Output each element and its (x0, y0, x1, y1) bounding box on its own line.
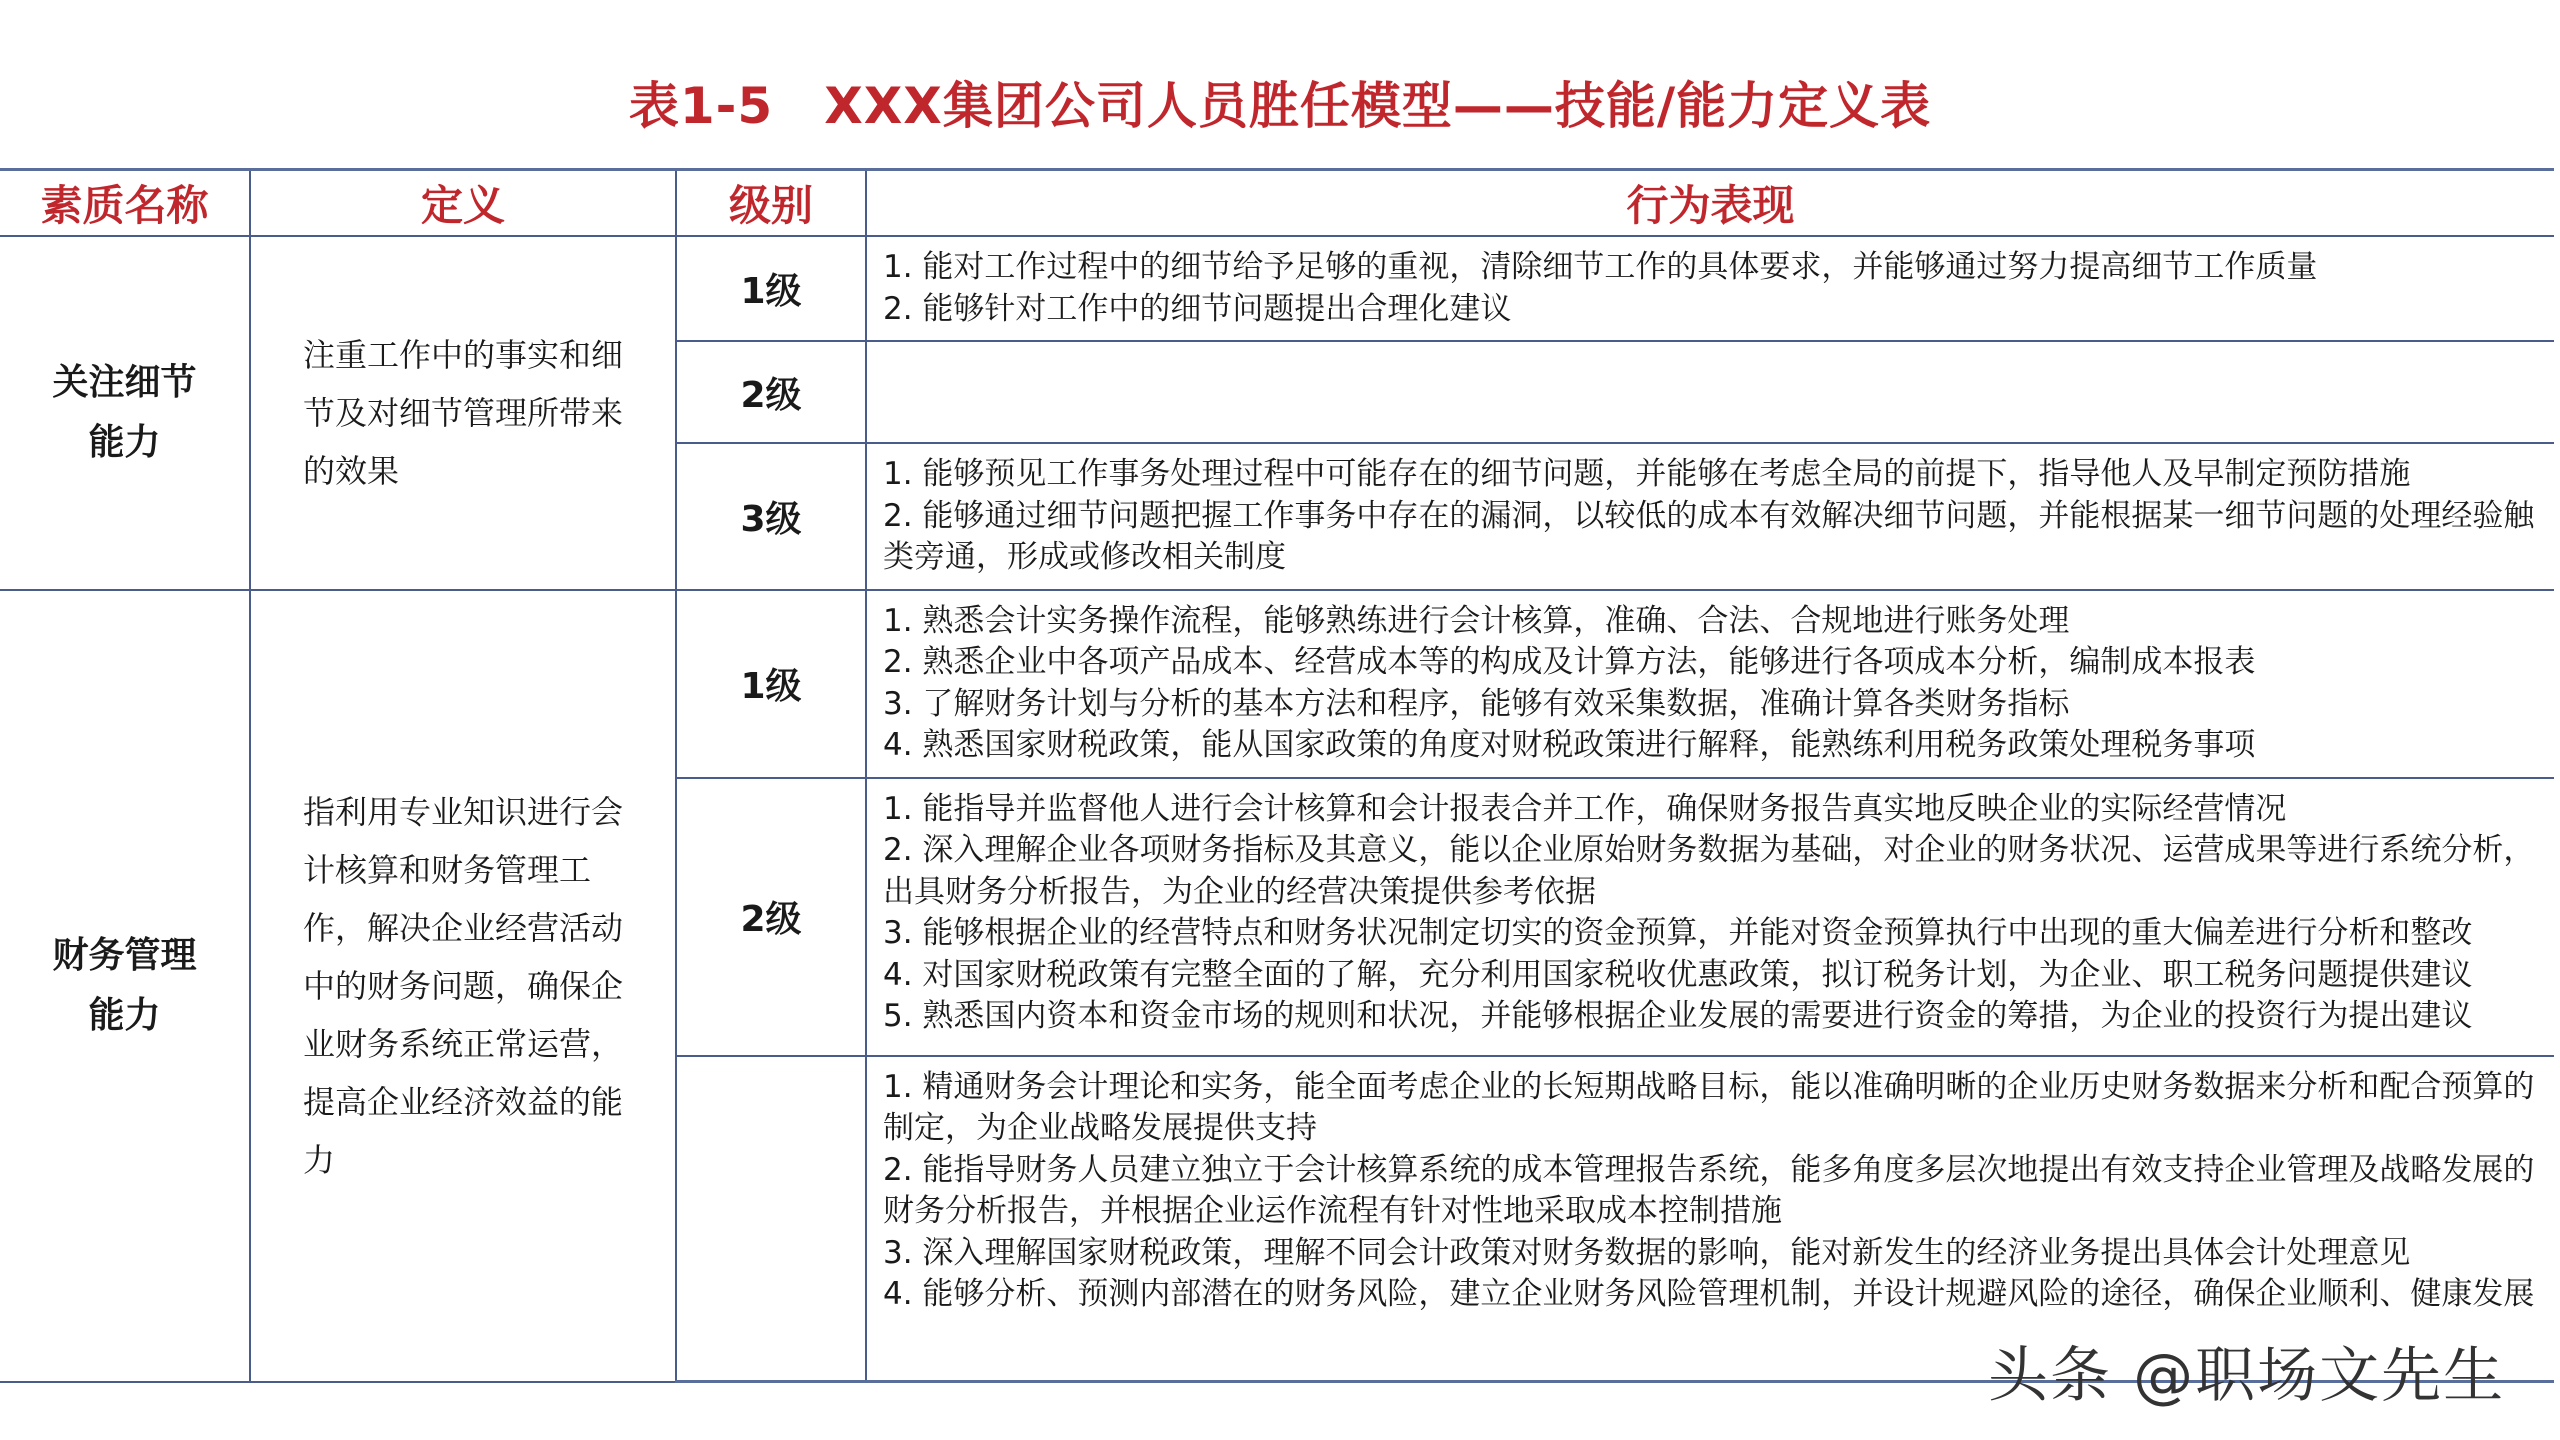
behavior-item: 1. 能指导并监督他人进行会计核算和会计报表合并工作，确保财务报告真实地反映企业的实际经营情况 (883, 790, 2287, 827)
behavior-item: 5. 熟悉国内资本和资金市场的规则和状况，并能够根据企业发展的需要进行资金的筹措，为企业的投资行为提出建议 (883, 998, 2473, 1034)
behavior-item: 3. 深入理解国家财税政策，理解不同会计政策对财务数据的影响，能对新发生的经济业务提出具体会计处理意见 (883, 1234, 2411, 1271)
competency-name (0, 590, 250, 1382)
competency-definition: 注重工作中的事实和细节及对细节管理所带来的效果 (250, 236, 676, 590)
behavior-cell (866, 590, 2554, 778)
behavior-item: 4. 能够分析、预测内部潜在的财务风险，建立企业财务风险管理机制，并设计规避风险的途径，确保企业顺利、健康发展 (883, 1276, 2535, 1312)
behavior-cell (866, 778, 2554, 1056)
table-header-row (0, 170, 2554, 237)
behavior-cell (866, 236, 2554, 341)
level-label (676, 1056, 866, 1382)
behavior-cell (866, 341, 2554, 443)
behavior-item: 1. 熟悉会计实务操作流程，能够熟练进行会计核算，准确、合法、合规地进行账务处理 (883, 602, 2070, 639)
level-label: 2级 (676, 778, 866, 1056)
table-row (0, 236, 2554, 341)
header-definition: 定义 (250, 170, 676, 237)
behavior-item: 3. 了解财务计划与分析的基本方法和程序，能够有效采集数据，准确计算各类财务指标 (883, 685, 2070, 722)
behavior-item: 2. 深入理解企业各项财务指标及其意义，能以企业原始财务数据为基础，对企业的财务状况、运营成果等进行系统分析，出具财务分析报告，为企业的经营决策提供参考依据 (883, 832, 2535, 910)
competency-definition: 指利用专业知识进行会计核算和财务管理工作，解决企业经营活动中的财务问题，确保企业财务系统正常运营，提高企业经济效益的能力 (250, 590, 676, 1382)
behavior-item: 2. 能指导财务人员建立独立于会计核算系统的成本管理报告系统，能多角度多层次地提出有效支持企业管理及战略发展的财务分析报告，并根据企业运作流程有针对性地采取成本控制措施 (883, 1151, 2535, 1229)
competency-name-line: 能力 (88, 421, 161, 463)
header-level: 级别 (676, 170, 866, 237)
competency-table (0, 168, 2554, 1383)
header-behavior: 行为表现 (866, 170, 2554, 237)
competency-name-line: 关注细节 (52, 361, 197, 403)
behavior-cell (866, 443, 2554, 590)
behavior-item: 2. 能够针对工作中的细节问题提出合理化建议 (883, 290, 1512, 327)
behavior-item: 2. 能够通过细节问题把握工作事务中存在的漏洞，以较低的成本有效解决细节问题，并能根据某一细节问题的处理经验触类旁通，形成或修改相关制度 (883, 497, 2535, 575)
behavior-item: 4. 对国家财税政策有完整全面的了解，充分利用国家税收优惠政策，拟订税务计划，为企业、职工税务问题提供建议 (883, 956, 2473, 993)
behavior-item: 1. 精通财务会计理论和实务，能全面考虑企业的长短期战略目标，能以准确明晰的企业历史财务数据来分析和配合预算的制定，为企业战略发展提供支持 (883, 1068, 2535, 1146)
competency-name-line: 财务管理 (52, 934, 197, 976)
watermark: 头条 @职场文先生 (1988, 1341, 2506, 1411)
level-label: 1级 (676, 590, 866, 778)
behavior-item: 3. 能够根据企业的经营特点和财务状况制定切实的资金预算，并能对资金预算执行中出现的重大偏差进行分析和整改 (883, 915, 2473, 951)
page-title: 表1-5 XXX集团公司人员胜任模型——技能/能力定义表 (628, 77, 1932, 135)
level-label: 2级 (676, 341, 866, 443)
level-label: 3级 (676, 443, 866, 590)
competency-name-line: 能力 (88, 994, 161, 1036)
competency-name (0, 236, 250, 590)
header-name: 素质名称 (0, 170, 250, 237)
behavior-item: 2. 熟悉企业中各项产品成本、经营成本等的构成及计算方法，能够进行各项成本分析，编制成本报表 (883, 644, 2256, 680)
level-label: 1级 (676, 236, 866, 341)
table-row (0, 590, 2554, 778)
behavior-item: 1. 能够预见工作事务处理过程中可能存在的细节问题，并能够在考虑全局的前提下，指导他人及早制定预防措施 (883, 456, 2411, 492)
behavior-item: 4. 熟悉国家财税政策，能从国家政策的角度对财税政策进行解释，能熟练利用税务政策处理税务事项 (883, 727, 2256, 763)
behavior-item: 1. 能对工作过程中的细节给予足够的重视，清除细节工作的具体要求，并能够通过努力提高细节工作质量 (883, 249, 2318, 285)
